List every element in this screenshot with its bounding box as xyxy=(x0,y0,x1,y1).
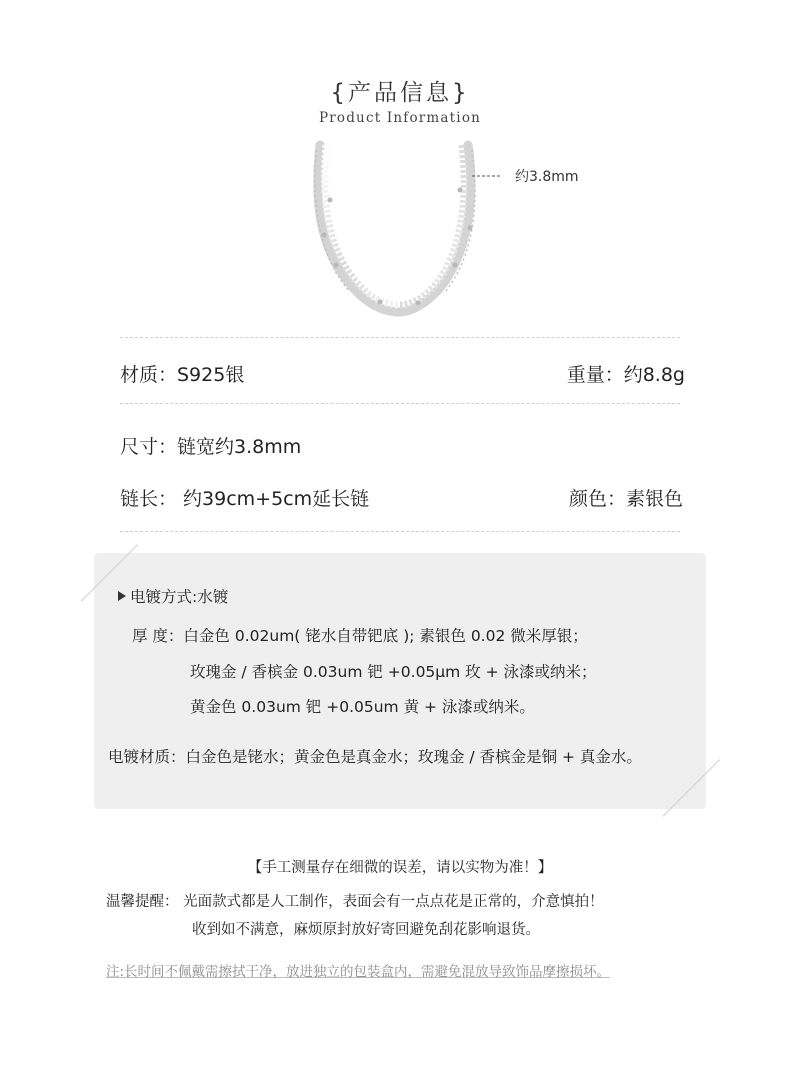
reminder-line-1: 温馨提醒： 光面款式都是人工制作，表面会有一点点花是正常的，介意慎拍！ xyxy=(106,894,604,910)
spec-material: 材质：S925银 xyxy=(120,364,245,386)
divider xyxy=(120,337,680,338)
page-subtitle: Product Information xyxy=(318,110,482,126)
reminder-line-2: 收到如不满意，麻烦原封放好寄回避免刮花影响退货。 xyxy=(192,922,540,938)
spec-size: 尺寸：链宽约3.8mm xyxy=(120,436,302,458)
plating-thickness-2: 玫瑰金 / 香槟金 0.03um 钯 +0.05μm 玫 + 泳漆或纳米； xyxy=(190,663,597,681)
plating-thickness-1: 厚 度：白金色 0.02um( 铑水自带钯底 ); 素银色 0.02 微米厚银； xyxy=(132,627,588,645)
care-footnote: 注:长时间不佩戴需擦拭干净，放进独立的包装盒内，需避免混放导致饰品摩擦损坏。 xyxy=(106,964,611,980)
divider xyxy=(120,531,680,532)
plating-method-text: 电镀方式:水镀 xyxy=(130,588,229,606)
necklace-image xyxy=(300,140,500,340)
chain-width-label: 约3.8mm xyxy=(515,169,579,185)
page-title: {产品信息} xyxy=(330,80,470,106)
plating-thickness-3: 黄金色 0.03um 钯 +0.05um 黄 + 泳漆或纳米。 xyxy=(190,698,535,716)
triangle-bullet-icon xyxy=(118,591,126,601)
spec-weight: 重量：约8.8g xyxy=(566,364,685,386)
spec-length: 链长： 约39cm+5cm延长链 xyxy=(120,488,370,510)
plating-material: 电镀材质：白金色是铑水；黄金色是真金水；玫瑰金 / 香槟金是铜 + 真金水。 xyxy=(108,748,642,766)
accuracy-notice: 【手工测量存在细微的误差，请以实物为准！】 xyxy=(247,860,553,876)
spec-color: 颜色：素银色 xyxy=(568,488,683,510)
divider xyxy=(120,403,680,404)
plating-method xyxy=(118,585,228,607)
